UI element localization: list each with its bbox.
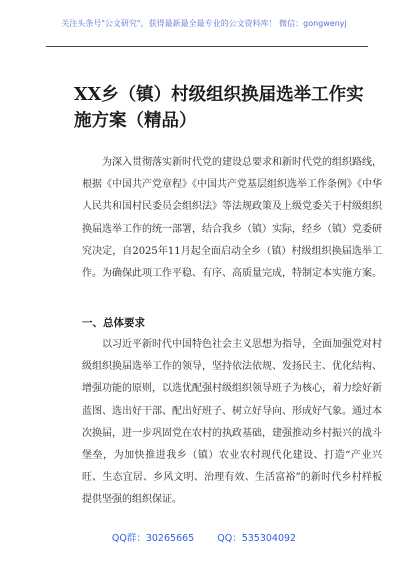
document-title: XX乡（镇）村级组织换届选举工作实施方案（精品）	[74, 85, 364, 131]
footer-qq-group: QQ群：30265665	[111, 533, 195, 544]
general-requirements-paragraph: 以习近平新时代中国特色社会主义思想为指导，全面加强党对村级组织换届选举工作的领导，坚持依法依规、发扬民主、优化结构、增强功能的原则，以选优配强村级组织领导班子为核心，着力绘好新蓝图、选出好干部、配出好班子、树立好导向、形成好气象。通过本次换届，进一步巩固党在农村的执政基础，建强推动乡村振兴的战斗堡垒，为加快推进我乡（镇）农业农村现代化建设、打造“产业兴旺、生态宜居、乡风文明、治理有效、生活富裕”的新时代乡村样板提供坚强的组织保证。	[82, 339, 382, 506]
section-heading-general-requirements: 一、总体要求	[82, 317, 145, 329]
footer-contacts	[0, 530, 408, 544]
header-divider	[46, 46, 368, 47]
header-banner: 关注头条号"公文研究"，获得最新最全最专业的公文资料库！ 微信：gongwenyj	[61, 19, 347, 28]
intro-paragraph: 为深入贯彻落实新时代党的建设总要求和新时代党的组织路线，根据《中国共产党章程》《中国共产党基层组织选举工作条例》《中华人民共和国村民委员会组织法》等法规政策及上级党委关于村级组织换届选举工作的统一部署，结合我乡（镇）实际，经乡（镇）党委研究决定，自2025年11月起全面启动全乡（镇）村级组织换届选举工作。为确保此项工作平稳、有序、高质量完成，特制定本实施方案。	[82, 157, 382, 280]
footer-qq: QQ：535304092	[217, 533, 297, 544]
